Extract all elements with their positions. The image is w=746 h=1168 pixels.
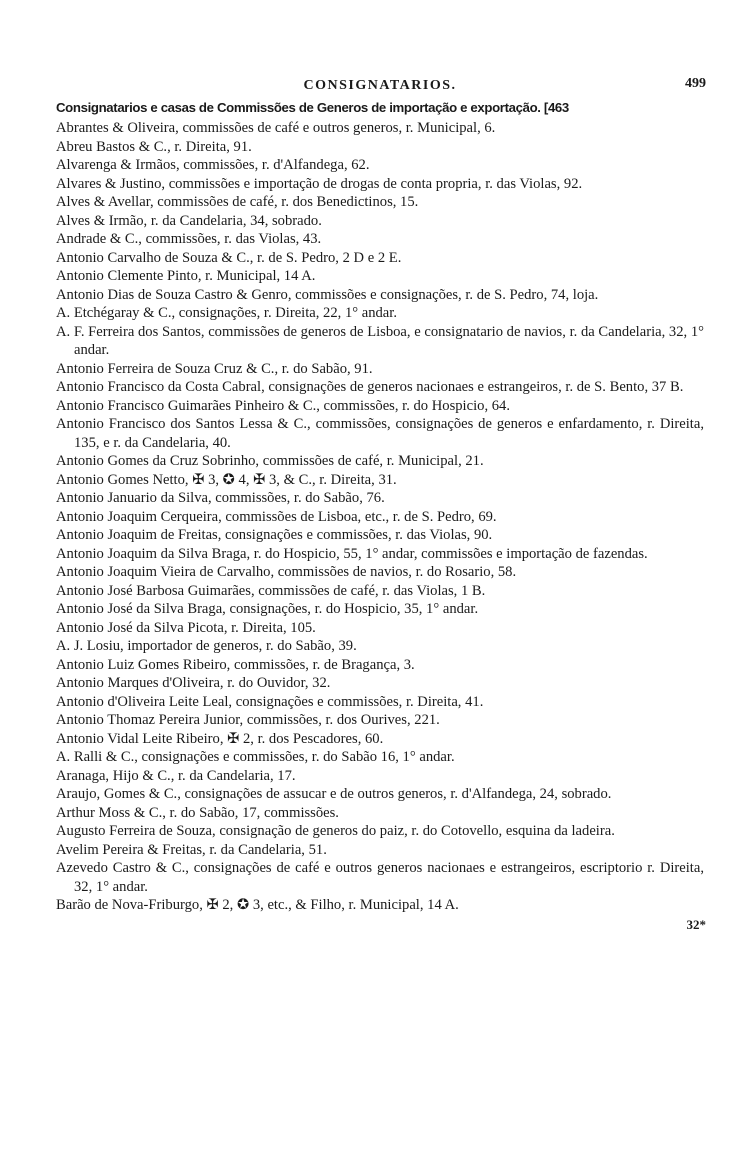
list-item: Alvarenga & Irmãos, commissões, r. d'Alfandega, 62.	[56, 157, 370, 173]
list-item: Arthur Moss & C., r. do Sabão, 17, commissões.	[56, 804, 339, 821]
list-item: Antonio José da Silva Braga, consignações, r. do Hospicio, 35, 1° andar.	[56, 601, 479, 617]
list-item: A. J. Losiu, importador de generos, r. do Sabão, 39.	[56, 638, 357, 654]
running-head	[56, 76, 704, 100]
list-item: Barão de Nova-Friburgo, ✠ 2, ✪ 3, etc., & Filho, r. Municipal, 14 A.	[56, 897, 459, 913]
list-item: Andrade & C., commissões, r. das Violas, 43.	[56, 231, 322, 247]
page-number: 499	[685, 76, 706, 91]
list-item: Antonio Gomes Netto, ✠ 3, ✪ 4, ✠ 3, & C., r. Direita, 31.	[56, 471, 397, 488]
list-item: Alves & Irmão, r. da Candelaria, 34, sobrado.	[56, 212, 322, 229]
list-item: Avelim Pereira & Freitas, r. da Candelaria, 51.	[56, 841, 327, 858]
list-item: Antonio Gomes da Cruz Sobrinho, commissões de café, r. Municipal, 21.	[56, 453, 484, 469]
running-title: CONSIGNATARIOS.	[303, 78, 457, 93]
entry-list	[56, 119, 704, 915]
list-item: Antonio Vidal Leite Ribeiro, ✠ 2, r. dos Pescadores, 60.	[56, 730, 384, 747]
list-item: Antonio Januario da Silva, commissões, r. do Sabão, 76.	[56, 490, 385, 506]
signature-mark: 32*	[686, 916, 706, 932]
list-item: Antonio José da Silva Picota, r. Direita, 105.	[56, 619, 316, 636]
list-item: Antonio Marques d'Oliveira, r. do Ouvidor, 32.	[56, 675, 331, 691]
list-item: Antonio Joaquim da Silva Braga, r. do Hospicio, 55, 1° andar, commissões e importação de fazendas.	[56, 545, 648, 562]
list-item: Alves & Avellar, commissões de café, r. dos Benedictinos, 15.	[56, 194, 419, 210]
section-heading: Consignatarios e casas de Commissões de Generos de importação e exportação. [463	[56, 100, 569, 115]
list-item: A. Ralli & C., consignações e commissões, r. do Sabão 16, 1° andar.	[56, 749, 455, 765]
list-item: Antonio Francisco dos Santos Lessa & C., commissões, consignações de generos e enfardamento, r. Direita, 135, e r. da Candelaria, 40.	[56, 416, 704, 451]
list-item: Antonio Dias de Souza Castro & Genro, commissões e consignações, r. de S. Pedro, 74, loja.	[56, 286, 599, 303]
list-item: Azevedo Castro & C., consignações de café e outros generos nacionaes e estrangeiros, escriptorio r. Direita, 32, 1° andar.	[56, 860, 704, 895]
list-item: Augusto Ferreira de Souza, consignação de generos do paiz, r. do Cotovello, esquina da ladeira.	[56, 823, 615, 839]
book-page	[56, 76, 706, 932]
list-item: Antonio Clemente Pinto, r. Municipal, 14 A.	[56, 268, 316, 284]
list-item: Araujo, Gomes & C., consignações de assucar e de outros generos, r. d'Alfandega, 24, sobrado.	[56, 786, 612, 802]
list-item: Antonio Luiz Gomes Ribeiro, commissões, r. de Bragança, 3.	[56, 656, 415, 673]
list-item: A. Etchégaray & C., consignações, r. Direita, 22, 1° andar.	[56, 305, 397, 321]
list-item: Antonio Carvalho de Souza & C., r. de S. Pedro, 2 D e 2 E.	[56, 249, 402, 266]
list-item: Abrantes & Oliveira, commissões de café e outros generos, r. Municipal, 6.	[56, 120, 496, 136]
list-item: Antonio Francisco da Costa Cabral, consignações de generos nacionaes e estrangeiros, r. de S. Bento, 37 B.	[56, 379, 684, 395]
list-item: Antonio Joaquim Cerqueira, commissões de Lisboa, etc., r. de S. Pedro, 69.	[56, 508, 497, 525]
list-item: Antonio Francisco Guimarães Pinheiro & C., commissões, r. do Hospicio, 64.	[56, 397, 510, 414]
list-item: Antonio d'Oliveira Leite Leal, consignações e commissões, r. Direita, 41.	[56, 693, 484, 710]
list-item: Abreu Bastos & C., r. Direita, 91.	[56, 138, 252, 155]
list-item: Antonio José Barbosa Guimarães, commissões de café, r. das Violas, 1 B.	[56, 582, 486, 599]
list-item: Antonio Joaquim de Freitas, consignações e commissões, r. das Violas, 90.	[56, 527, 493, 543]
list-item: A. F. Ferreira dos Santos, commissões de generos de Lisboa, e consignatario de navios, r. da Candelaria, 32, 1° andar.	[56, 323, 704, 358]
list-item: Alvares & Justino, commissões e importação de drogas de conta propria, r. das Violas, 92.	[56, 175, 583, 192]
list-item: Antonio Thomaz Pereira Junior, commissões, r. dos Ourives, 221.	[56, 712, 440, 728]
list-item: Antonio Ferreira de Souza Cruz & C., r. do Sabão, 91.	[56, 360, 373, 377]
list-item: Aranaga, Hijo & C., r. da Candelaria, 17.	[56, 767, 296, 784]
list-item: Antonio Joaquim Vieira de Carvalho, commissões de navios, r. do Rosario, 58.	[56, 564, 517, 580]
